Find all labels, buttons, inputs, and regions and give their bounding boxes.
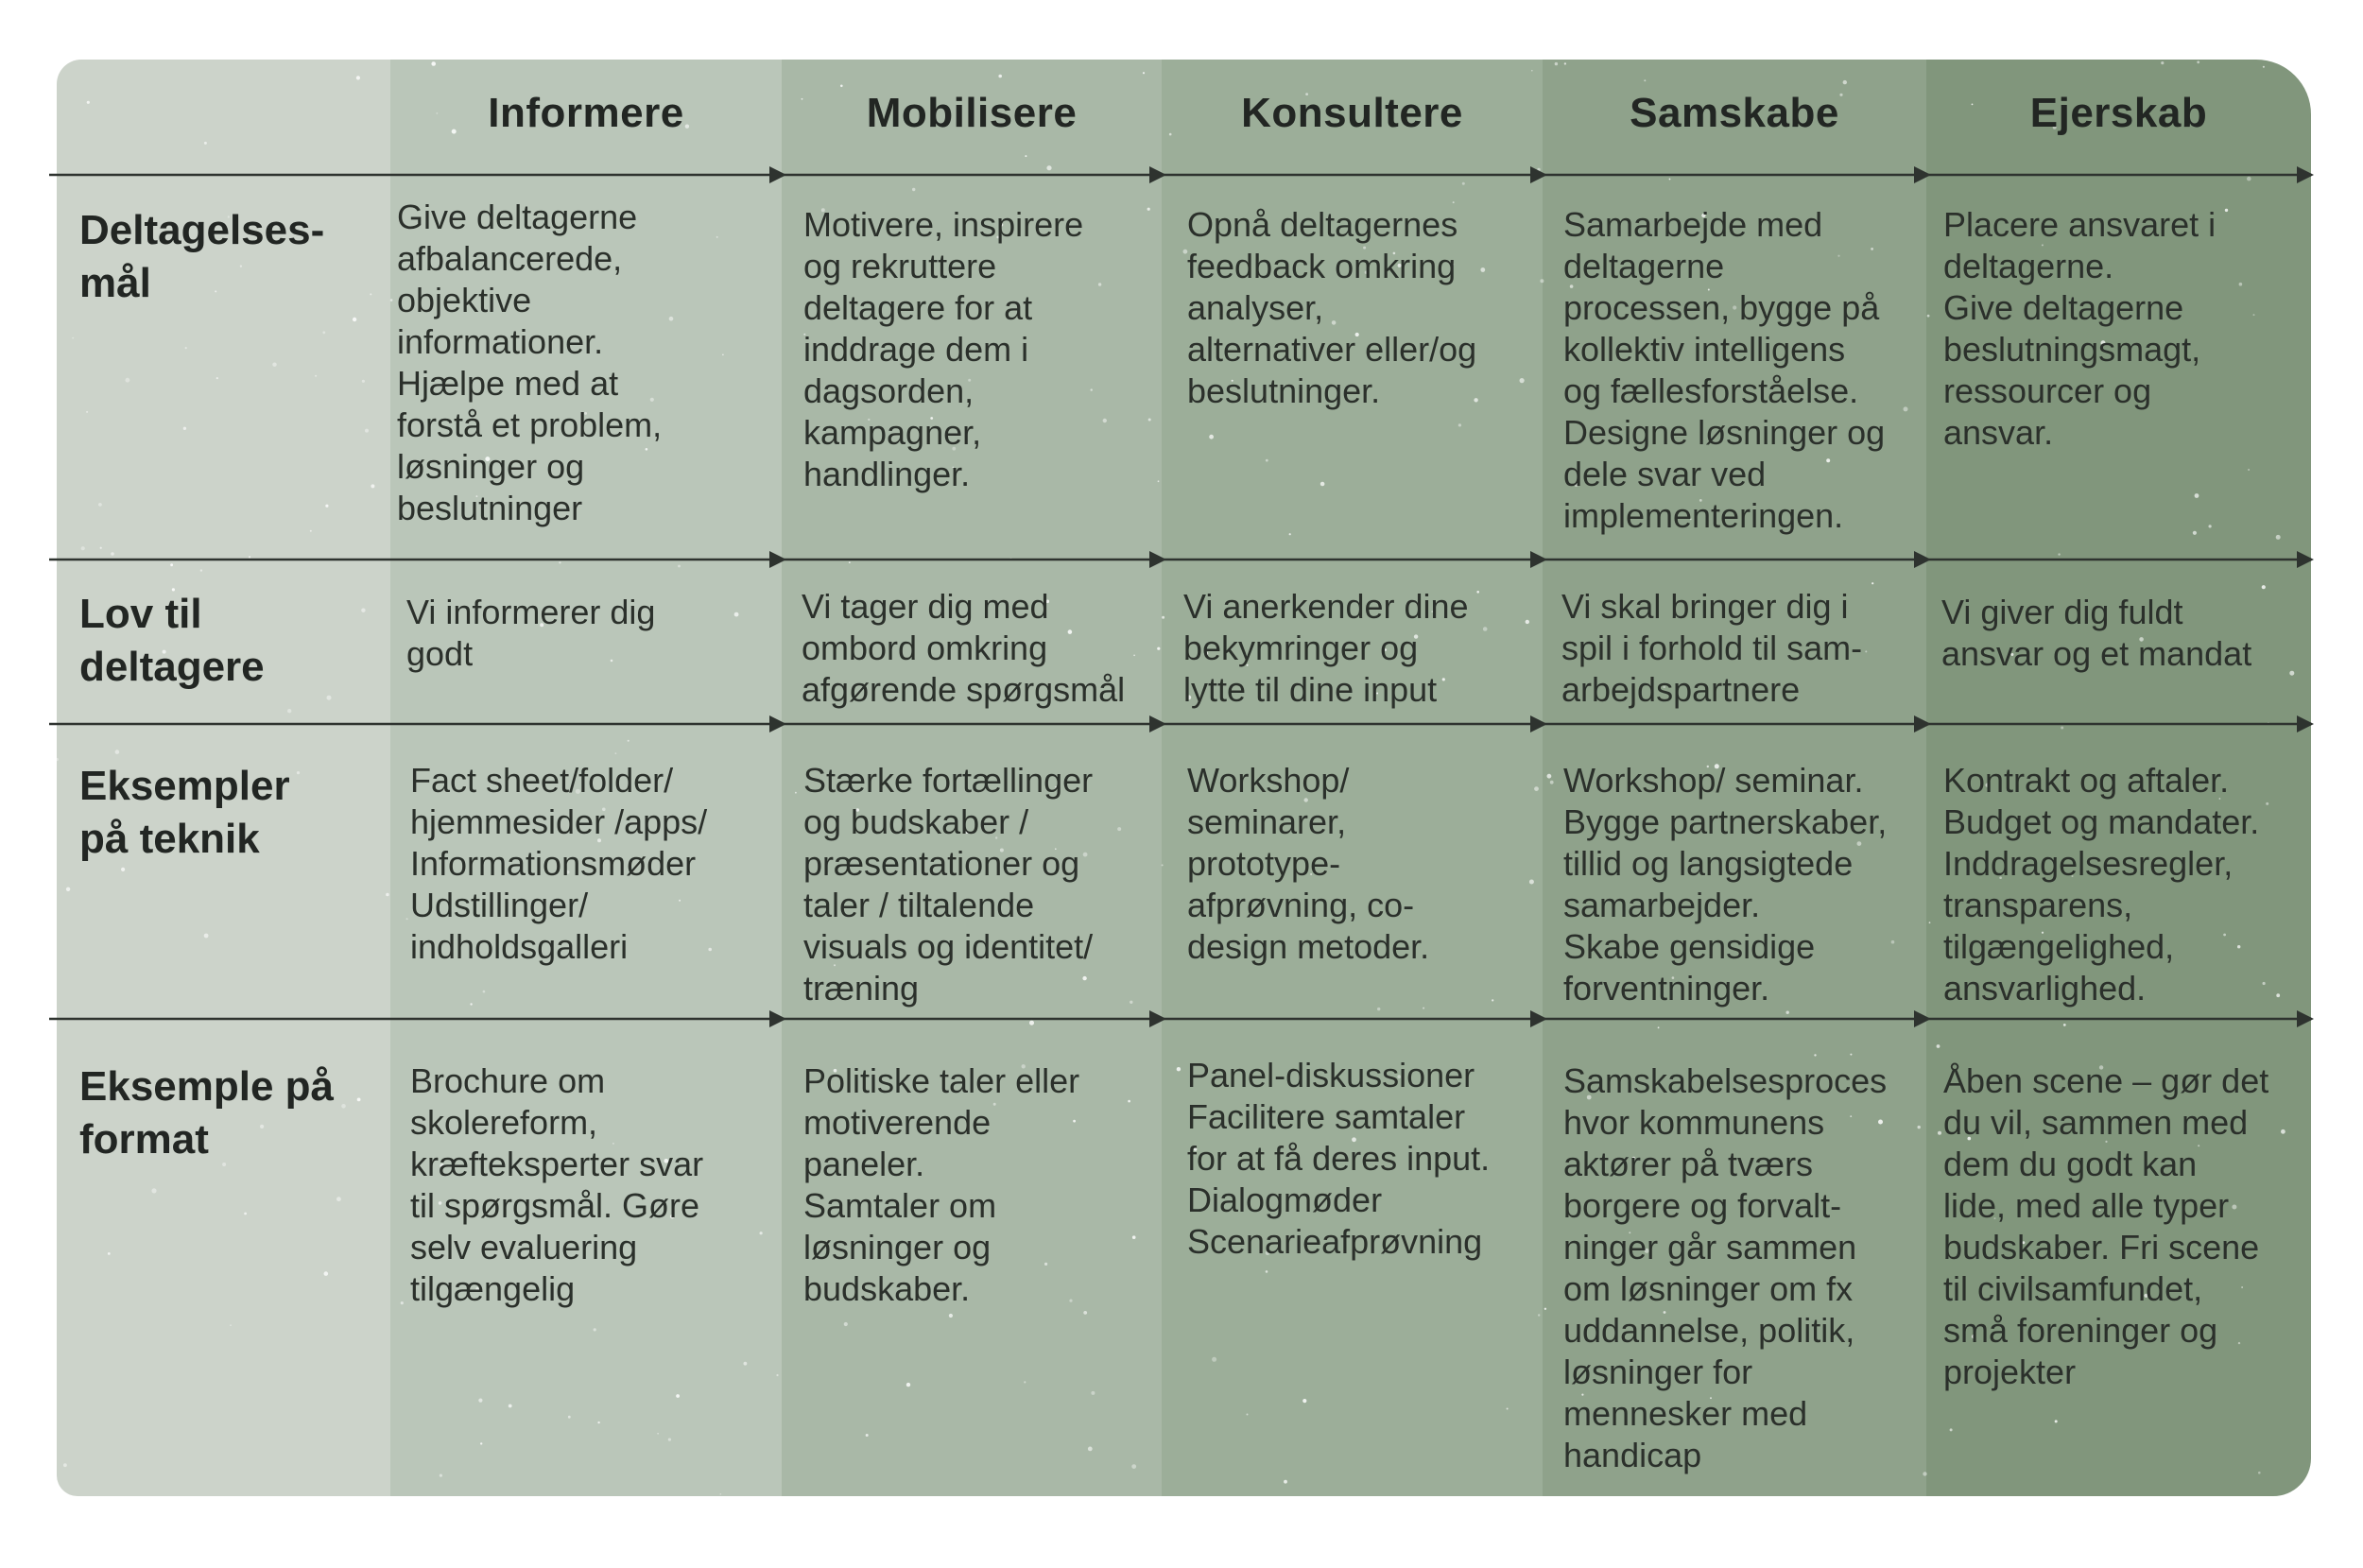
cell-maal-informere: Give deltagerne afbalancerede, objektive informationer. Hjælpe med at forstå et problem, løsninger og beslutninger	[397, 198, 663, 527]
cell-format-informere: Brochure om skolereform, kræfteksperter svar til spørgsmål. Gøre selv evaluering tilgængelig	[410, 1061, 704, 1308]
cell-lov-ejerskab: Vi giver dig fuldt ansvar og et mandat	[1941, 593, 2252, 673]
row-label-eksemple-paa-format: Eksemple på format	[79, 1063, 335, 1163]
divider-arrowhead	[1530, 551, 1547, 568]
divider-arrowhead	[1149, 1010, 1166, 1027]
cell-teknik-mobilisere: Stærke fortællinger og budskaber / præsentationer og taler / tiltalende visuals og identitet/ træning	[803, 761, 1094, 1008]
divider-arrowhead	[1914, 1010, 1931, 1027]
cell-lov-informere: Vi informerer dig godt	[406, 593, 656, 673]
divider-arrowhead	[1530, 715, 1547, 732]
row-label-eksempler-paa-teknik: Eksempler på teknik	[79, 763, 290, 862]
cell-teknik-ejerskab: Kontrakt og aftaler. Budget og mandater. Inddragelsesregler, transparens, tilgængelighed, ansvarlighed.	[1943, 761, 2260, 1008]
cell-maal-samskabe: Samarbejde med deltagerne processen, bygge på kollektiv intelligens og fællesforståelse. Designe løsninger og dele svar ved implementeringen.	[1563, 205, 1886, 535]
divider-arrowhead	[1530, 166, 1547, 183]
cell-maal-ejerskab: Placere ansvaret i deltagerne. Give deltagerne beslutningsmagt, ressourcer og ansvar.	[1943, 205, 2216, 452]
header-ejerskab: Ejerskab	[2029, 90, 2208, 136]
divider-arrowhead	[769, 551, 786, 568]
row-label-lov-til-deltagere: Lov til deltagere	[79, 591, 265, 690]
cell-lov-mobilisere: Vi tager dig med ombord omkring afgørende spørgsmål	[802, 587, 1126, 709]
cell-maal-konsultere: Opnå deltagernes feedback omkring analyser, alternativer eller/og beslutninger.	[1187, 205, 1477, 410]
cell-teknik-samskabe: Workshop/ seminar. Bygge partnerskaber, tillid og langsigtede samarbejder. Skabe gensidige forventninger.	[1563, 761, 1888, 1008]
row-label-deltagelsesmaal: Deltagelses- mål	[79, 207, 325, 306]
cell-maal-mobilisere: Motivere, inspirere og rekruttere deltagere for at inddrage dem i dagsorden, kampagner, handlinger.	[803, 205, 1084, 493]
divider-arrowhead	[769, 1010, 786, 1027]
divider-arrowhead	[1914, 551, 1931, 568]
divider-arrowhead	[2297, 551, 2314, 568]
header-samskabe: Samskabe	[1630, 90, 1839, 136]
cell-format-konsultere: Panel-diskussioner Facilitere samtaler for at få deres input. Dialogmøder Scenarieafprøvning	[1187, 1056, 1491, 1261]
header-konsultere: Konsultere	[1241, 90, 1463, 136]
cell-teknik-informere: Fact sheet/folder/ hjemmesider /apps/ Informationsmøder Udstillinger/ indholdsgalleri	[410, 761, 708, 966]
divider-arrowhead	[1914, 166, 1931, 183]
header-informere: Informere	[488, 90, 684, 136]
cell-format-mobilisere: Politiske taler eller motiverende paneler. Samtaler om løsninger og budskaber.	[803, 1061, 1080, 1308]
divider-arrowhead	[1914, 715, 1931, 732]
divider-arrowhead	[769, 166, 786, 183]
divider-arrowhead	[769, 715, 786, 732]
divider-arrowhead	[1149, 715, 1166, 732]
cell-teknik-konsultere: Workshop/ seminarer, prototype- afprøvning, co- design metoder.	[1187, 761, 1430, 966]
divider-arrowhead	[1530, 1010, 1547, 1027]
header-mobilisere: Mobilisere	[866, 90, 1078, 136]
cell-format-ejerskab: Åben scene – gør det du vil, sammen med dem du godt kan lide, med alle typer budskaber. Fri scene til civilsamfundet, små foreninger og projekter	[1943, 1061, 2269, 1391]
cell-format-samskabe: Samskabelsesproces hvor kommunens aktører på tværs borgere og forvalt- ninger går sammen om løsninger om fx uddannelse, politik, løsninger for mennesker med handicap	[1563, 1061, 1888, 1474]
divider-arrowhead	[2297, 166, 2314, 183]
divider-arrowhead	[1149, 551, 1166, 568]
cell-lov-samskabe: Vi skal bringer dig i spil i forhold til sam- arbejdspartnere	[1561, 587, 1863, 709]
cell-lov-konsultere: Vi anerkender dine bekymringer og lytte til dine input	[1183, 587, 1469, 709]
divider-arrowhead	[1149, 166, 1166, 183]
divider-arrowhead	[2297, 1010, 2314, 1027]
divider-arrowhead	[2297, 715, 2314, 732]
